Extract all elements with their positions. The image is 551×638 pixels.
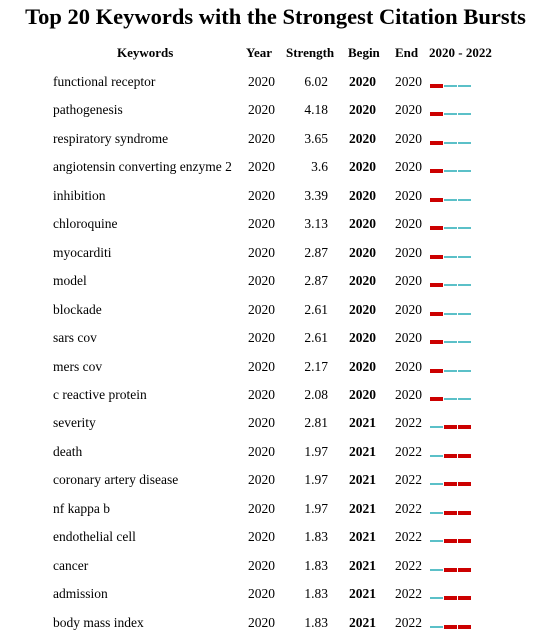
baseline-segment bbox=[458, 341, 471, 343]
begin-value: 2021 bbox=[349, 472, 376, 488]
baseline-segment bbox=[458, 313, 471, 315]
burst-segment bbox=[430, 397, 443, 401]
baseline-segment bbox=[444, 170, 457, 172]
end-value: 2020 bbox=[395, 216, 422, 232]
keyword-label: admission bbox=[53, 586, 108, 602]
end-value: 2020 bbox=[395, 159, 422, 175]
begin-value: 2020 bbox=[349, 102, 376, 118]
burst-segment bbox=[458, 511, 471, 515]
end-value: 2020 bbox=[395, 244, 422, 260]
begin-value: 2021 bbox=[349, 586, 376, 602]
baseline-segment bbox=[444, 284, 457, 286]
baseline-segment bbox=[430, 512, 443, 514]
keyword-label: mers cov bbox=[53, 358, 103, 374]
keyword-label: myocarditi bbox=[53, 244, 112, 260]
strength-value: 3.13 bbox=[304, 216, 328, 232]
year-value: 2020 bbox=[248, 130, 275, 146]
strength-value: 4.18 bbox=[304, 102, 328, 118]
strength-value: 2.87 bbox=[304, 244, 328, 260]
burst-segment bbox=[444, 568, 457, 572]
burst-segment bbox=[430, 255, 443, 259]
year-value: 2020 bbox=[248, 244, 275, 260]
year-value: 2020 bbox=[248, 330, 275, 346]
strength-value: 2.08 bbox=[304, 386, 328, 402]
strength-value: 1.83 bbox=[304, 529, 328, 545]
begin-value: 2020 bbox=[349, 216, 376, 232]
year-value: 2020 bbox=[248, 159, 275, 175]
year-value: 2020 bbox=[248, 273, 275, 289]
keyword-label: cancer bbox=[53, 557, 89, 573]
keyword-label: pathogenesis bbox=[53, 102, 123, 118]
strength-value: 2.61 bbox=[304, 301, 328, 317]
begin-value: 2021 bbox=[349, 500, 376, 516]
end-value: 2020 bbox=[395, 74, 422, 89]
burst-segment bbox=[458, 425, 471, 429]
year-value: 2020 bbox=[248, 529, 275, 545]
burst-segment bbox=[444, 425, 457, 429]
end-value: 2020 bbox=[395, 273, 422, 289]
keyword-label: endothelial cell bbox=[53, 529, 136, 545]
header-timeline-range: 2020 - 2022 bbox=[429, 45, 492, 60]
baseline-segment bbox=[444, 256, 457, 258]
keyword-label: death bbox=[53, 443, 83, 459]
burst-segment bbox=[430, 112, 443, 116]
burst-segment bbox=[444, 454, 457, 458]
burst-segment bbox=[458, 482, 471, 486]
year-value: 2020 bbox=[248, 472, 275, 488]
burst-segment bbox=[444, 625, 457, 629]
end-value: 2020 bbox=[395, 187, 422, 203]
baseline-segment bbox=[430, 626, 443, 628]
strength-value: 1.97 bbox=[304, 500, 328, 516]
burst-segment bbox=[430, 369, 443, 373]
year-value: 2020 bbox=[248, 386, 275, 402]
strength-value: 1.83 bbox=[304, 614, 328, 630]
keyword-label: chloroquine bbox=[53, 216, 118, 232]
burst-segment bbox=[444, 482, 457, 486]
year-value: 2020 bbox=[248, 102, 275, 118]
strength-value: 3.39 bbox=[304, 187, 328, 203]
baseline-segment bbox=[430, 483, 443, 485]
year-value: 2020 bbox=[248, 586, 275, 602]
baseline-segment bbox=[458, 199, 471, 201]
baseline-segment bbox=[458, 284, 471, 286]
begin-value: 2021 bbox=[349, 415, 376, 431]
keyword-label: severity bbox=[53, 415, 96, 431]
strength-value: 1.83 bbox=[304, 557, 328, 573]
strength-value: 3.65 bbox=[304, 130, 328, 146]
year-value: 2020 bbox=[248, 557, 275, 573]
baseline-segment bbox=[444, 398, 457, 400]
end-value: 2022 bbox=[395, 557, 422, 573]
begin-value: 2020 bbox=[349, 358, 376, 374]
begin-value: 2020 bbox=[349, 74, 376, 89]
burst-segment bbox=[444, 539, 457, 543]
begin-value: 2020 bbox=[349, 386, 376, 402]
year-value: 2020 bbox=[248, 216, 275, 232]
end-value: 2022 bbox=[395, 500, 422, 516]
keyword-label: sars cov bbox=[53, 330, 97, 346]
year-value: 2020 bbox=[248, 301, 275, 317]
baseline-segment bbox=[444, 142, 457, 144]
header-end: End bbox=[395, 45, 419, 60]
baseline-segment bbox=[458, 142, 471, 144]
strength-value: 1.97 bbox=[304, 443, 328, 459]
end-value: 2020 bbox=[395, 130, 422, 146]
chart-title: Top 20 Keywords with the Strongest Citation Bursts bbox=[25, 4, 526, 29]
baseline-segment bbox=[444, 313, 457, 315]
keyword-label: inhibition bbox=[53, 187, 106, 203]
baseline-segment bbox=[458, 398, 471, 400]
baseline-segment bbox=[444, 85, 457, 87]
year-value: 2020 bbox=[248, 358, 275, 374]
strength-value: 2.61 bbox=[304, 330, 328, 346]
baseline-segment bbox=[430, 597, 443, 599]
begin-value: 2020 bbox=[349, 187, 376, 203]
strength-value: 2.81 bbox=[304, 415, 328, 431]
begin-value: 2020 bbox=[349, 330, 376, 346]
begin-value: 2020 bbox=[349, 159, 376, 175]
begin-value: 2021 bbox=[349, 614, 376, 630]
end-value: 2020 bbox=[395, 330, 422, 346]
begin-value: 2020 bbox=[349, 273, 376, 289]
burst-segment bbox=[458, 596, 471, 600]
begin-value: 2020 bbox=[349, 130, 376, 146]
end-value: 2022 bbox=[395, 586, 422, 602]
end-value: 2022 bbox=[395, 415, 422, 431]
year-value: 2020 bbox=[248, 187, 275, 203]
strength-value: 1.97 bbox=[304, 472, 328, 488]
baseline-segment bbox=[430, 426, 443, 428]
begin-value: 2021 bbox=[349, 557, 376, 573]
begin-value: 2020 bbox=[349, 301, 376, 317]
burst-segment bbox=[444, 596, 457, 600]
year-value: 2020 bbox=[248, 74, 275, 89]
burst-segment bbox=[430, 340, 443, 344]
burst-segment bbox=[430, 283, 443, 287]
year-value: 2020 bbox=[248, 614, 275, 630]
begin-value: 2020 bbox=[349, 244, 376, 260]
strength-value: 3.6 bbox=[311, 159, 328, 175]
keyword-label: blockade bbox=[53, 301, 102, 317]
burst-segment bbox=[444, 511, 457, 515]
baseline-segment bbox=[458, 170, 471, 172]
end-value: 2020 bbox=[395, 358, 422, 374]
keyword-label: nf kappa b bbox=[53, 500, 110, 516]
strength-value: 6.02 bbox=[304, 74, 328, 89]
keyword-label: coronary artery disease bbox=[53, 472, 179, 488]
baseline-segment bbox=[444, 341, 457, 343]
baseline-segment bbox=[430, 569, 443, 571]
strength-value: 2.87 bbox=[304, 273, 328, 289]
baseline-segment bbox=[444, 227, 457, 229]
keyword-label: body mass index bbox=[53, 614, 144, 630]
baseline-segment bbox=[430, 540, 443, 542]
baseline-segment bbox=[430, 455, 443, 457]
year-value: 2020 bbox=[248, 500, 275, 516]
year-value: 2020 bbox=[248, 415, 275, 431]
burst-segment bbox=[430, 169, 443, 173]
burst-segment bbox=[458, 568, 471, 572]
baseline-segment bbox=[458, 370, 471, 372]
keyword-label: model bbox=[53, 273, 87, 289]
end-value: 2022 bbox=[395, 529, 422, 545]
strength-value: 2.17 bbox=[304, 358, 328, 374]
header-strength: Strength bbox=[286, 45, 335, 60]
burst-segment bbox=[430, 226, 443, 230]
header-keywords: Keywords bbox=[117, 45, 174, 60]
end-value: 2020 bbox=[395, 102, 422, 118]
burst-segment bbox=[430, 84, 443, 88]
baseline-segment bbox=[458, 256, 471, 258]
burst-segment bbox=[430, 141, 443, 145]
keyword-label: c reactive protein bbox=[53, 386, 147, 402]
end-value: 2022 bbox=[395, 472, 422, 488]
baseline-segment bbox=[458, 85, 471, 87]
year-value: 2020 bbox=[248, 443, 275, 459]
burst-segment bbox=[458, 454, 471, 458]
header-begin: Begin bbox=[348, 45, 380, 60]
begin-value: 2021 bbox=[349, 443, 376, 459]
end-value: 2022 bbox=[395, 614, 422, 630]
baseline-segment bbox=[444, 113, 457, 115]
keyword-label: respiratory syndrome bbox=[53, 130, 169, 146]
baseline-segment bbox=[444, 370, 457, 372]
burst-segment bbox=[458, 539, 471, 543]
keyword-label: functional receptor bbox=[53, 74, 156, 89]
begin-value: 2021 bbox=[349, 529, 376, 545]
end-value: 2020 bbox=[395, 301, 422, 317]
burst-segment bbox=[430, 198, 443, 202]
end-value: 2020 bbox=[395, 386, 422, 402]
keyword-label: angiotensin converting enzyme 2 bbox=[53, 159, 232, 175]
burst-segment bbox=[430, 312, 443, 316]
baseline-segment bbox=[458, 113, 471, 115]
burst-segment bbox=[458, 625, 471, 629]
baseline-segment bbox=[444, 199, 457, 201]
end-value: 2022 bbox=[395, 443, 422, 459]
header-year: Year bbox=[246, 45, 272, 60]
strength-value: 1.83 bbox=[304, 586, 328, 602]
baseline-segment bbox=[458, 227, 471, 229]
